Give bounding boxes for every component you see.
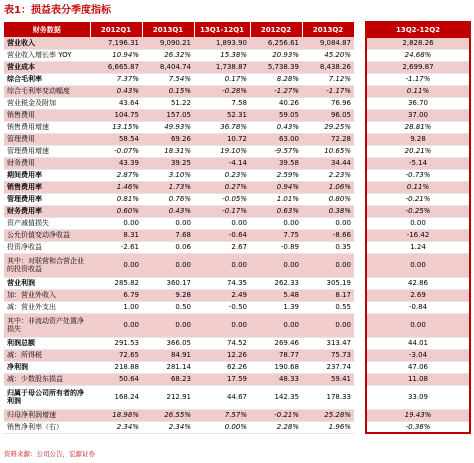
cell-value: 69.26	[142, 133, 194, 145]
cell-value: 68.23	[142, 373, 194, 385]
cell-value: 44.67	[194, 385, 250, 409]
cell-value: 1.96%	[302, 421, 354, 433]
cell-value: 75.73	[302, 349, 354, 361]
table-row	[4, 121, 470, 133]
cell-value: 59.41	[302, 373, 354, 385]
row-label: 其中：对联营和合营企业的投资收益	[4, 253, 90, 277]
row-label: 归属于母公司所有者的净利润	[4, 385, 90, 409]
cell-value: 52.31	[194, 109, 250, 121]
row-label: 销售费用	[4, 109, 90, 121]
cell-value: 0.00	[142, 253, 194, 277]
row-label: 期间费用率	[4, 169, 90, 181]
cell-value: 43.39	[90, 157, 142, 169]
cell-13q2-12q2: 0.00	[366, 253, 470, 277]
cell-13q2-12q2: 0.00	[366, 217, 470, 229]
row-label: 营业收入	[4, 37, 90, 49]
cell-value: -9.57%	[250, 145, 302, 157]
cell-13q2-12q2: 36.70	[366, 97, 470, 109]
cell-value: 7.75	[250, 229, 302, 241]
cell-13q2-12q2: -0.25%	[366, 205, 470, 217]
cell-13q2-12q2: 37.00	[366, 109, 470, 121]
cell-13q2-12q2: 2,828.26	[366, 37, 470, 49]
cell-value: 0.43%	[142, 205, 194, 217]
cell-value: 1.73%	[142, 181, 194, 193]
column-header: 13Q1-12Q1	[194, 22, 250, 37]
cell-value: 84.91	[142, 349, 194, 361]
cell-value: 6.79	[90, 289, 142, 301]
row-label: 销售费用增速	[4, 121, 90, 133]
cell-value: 2.49	[194, 289, 250, 301]
table-row	[4, 205, 470, 217]
cell-value: 2.28%	[250, 421, 302, 433]
cell-value: 1.06%	[302, 181, 354, 193]
cell-value: 18.31%	[142, 145, 194, 157]
cell-value: 9,084.87	[302, 37, 354, 49]
row-label: 减：营业外支出	[4, 301, 90, 313]
cell-value: 262.33	[250, 277, 302, 289]
cell-13q2-12q2: -0.36%	[366, 421, 470, 433]
column-gap	[354, 205, 366, 217]
cell-value: -8.66	[302, 229, 354, 241]
cell-value: -0.50	[194, 301, 250, 313]
column-gap	[354, 277, 366, 289]
cell-value: 62.26	[194, 361, 250, 373]
cell-13q2-12q2: 0.11%	[366, 181, 470, 193]
row-label: 财务费用率	[4, 205, 90, 217]
cell-value: 5,738.39	[250, 61, 302, 73]
row-label: 资产减值损失	[4, 217, 90, 229]
cell-value: 0.55	[302, 301, 354, 313]
column-gap	[354, 73, 366, 85]
cell-value: 51.22	[142, 97, 194, 109]
cell-value: 0.15%	[142, 85, 194, 97]
cell-value: -2.61	[90, 241, 142, 253]
cell-value: 0.23%	[194, 169, 250, 181]
table-row	[4, 73, 470, 85]
table-row	[4, 373, 470, 385]
cell-value: 72.28	[302, 133, 354, 145]
row-label: 综合毛利率	[4, 73, 90, 85]
cell-value: 0.00	[302, 217, 354, 229]
table-row	[4, 85, 470, 97]
cell-value: 8,438.26	[302, 61, 354, 73]
cell-13q2-12q2: 9.28	[366, 133, 470, 145]
column-header: 2012Q2	[250, 22, 302, 37]
cell-value: 0.00	[90, 253, 142, 277]
cell-value: 0.17%	[194, 73, 250, 85]
cell-13q2-12q2: 2,699.87	[366, 61, 470, 73]
table-row	[4, 133, 470, 145]
table-row	[4, 169, 470, 181]
cell-value: -0.28%	[194, 85, 250, 97]
cell-value: 0.00	[90, 313, 142, 337]
table-row	[4, 349, 470, 361]
column-gap	[354, 61, 366, 73]
column-gap	[354, 289, 366, 301]
row-label: 销售费用率	[4, 181, 90, 193]
cell-value: 13.15%	[90, 121, 142, 133]
row-label: 营业收入增长率 YOY	[4, 49, 90, 61]
cell-value: -0.05%	[194, 193, 250, 205]
cell-value: 285.82	[90, 277, 142, 289]
table-row	[4, 181, 470, 193]
cell-value: 8.31	[90, 229, 142, 241]
cell-value: -0.17%	[194, 205, 250, 217]
cell-value: 7.37%	[90, 73, 142, 85]
table-row	[4, 337, 470, 349]
column-gap	[354, 97, 366, 109]
column-gap	[354, 169, 366, 181]
cell-value: 0.00	[302, 313, 354, 337]
cell-value: 0.00	[142, 217, 194, 229]
column-gap	[354, 217, 366, 229]
column-gap	[354, 49, 366, 61]
cell-value: 0.76%	[142, 193, 194, 205]
column-gap	[354, 22, 366, 37]
source-note: 资料来源：公司公告，宏源证券	[4, 450, 95, 458]
column-gap	[354, 37, 366, 49]
cell-13q2-12q2: 19.43%	[366, 409, 470, 421]
table-row	[4, 361, 470, 373]
cell-value: 17.59	[194, 373, 250, 385]
row-label: 营业利润	[4, 277, 90, 289]
cell-13q2-12q2: 44.01	[366, 337, 470, 349]
row-label: 管理费用率	[4, 193, 90, 205]
cell-value: 360.17	[142, 277, 194, 289]
table-row	[4, 229, 470, 241]
cell-13q2-12q2: -3.04	[366, 349, 470, 361]
cell-value: 1.00	[90, 301, 142, 313]
cell-value: 18.98%	[90, 409, 142, 421]
cell-13q2-12q2: -0.84	[366, 301, 470, 313]
column-gap	[354, 145, 366, 157]
table-row	[4, 157, 470, 169]
row-label: 归母净利润增速	[4, 409, 90, 421]
cell-value: 40.26	[250, 97, 302, 109]
table-row	[4, 37, 470, 49]
cell-value: 8.17	[302, 289, 354, 301]
cell-value: 305.19	[302, 277, 354, 289]
row-label: 净利润	[4, 361, 90, 373]
cell-value: 48.33	[250, 373, 302, 385]
table-row	[4, 145, 470, 157]
table-row	[4, 241, 470, 253]
cell-value: 10.65%	[302, 145, 354, 157]
cell-value: 2.67	[194, 241, 250, 253]
cell-value: 104.75	[90, 109, 142, 121]
cell-value: 9.28	[142, 289, 194, 301]
cell-value: -4.14	[194, 157, 250, 169]
column-header: 2013Q2	[302, 22, 354, 37]
cell-value: 1.39	[250, 301, 302, 313]
row-label: 销售净利率（右）	[4, 421, 90, 433]
cell-value: 157.05	[142, 109, 194, 121]
cell-value: 0.43%	[250, 121, 302, 133]
cell-value: 0.94%	[250, 181, 302, 193]
row-label: 管理费用	[4, 133, 90, 145]
cell-13q2-12q2: 33.09	[366, 385, 470, 409]
cell-value: 72.65	[90, 349, 142, 361]
cell-value: 237.74	[302, 361, 354, 373]
cell-value: 291.53	[90, 337, 142, 349]
cell-value: 25.28%	[302, 409, 354, 421]
cell-13q2-12q2: -5.14	[366, 157, 470, 169]
cell-value: 218.88	[90, 361, 142, 373]
table-row	[4, 385, 470, 409]
cell-value: 0.00%	[194, 421, 250, 433]
cell-value: 7,196.31	[90, 37, 142, 49]
cell-value: 39.58	[250, 157, 302, 169]
income-statement-table	[4, 21, 471, 434]
cell-value: 3.10%	[142, 169, 194, 181]
cell-value: 8,404.74	[142, 61, 194, 73]
table-title: 表1：损益表分季度指标	[4, 5, 111, 16]
column-gap	[354, 337, 366, 349]
cell-value: 2.59%	[250, 169, 302, 181]
cell-value: 5.48	[250, 289, 302, 301]
cell-13q2-12q2: -1.17%	[366, 73, 470, 85]
row-label: 加：营业外收入	[4, 289, 90, 301]
table-row	[4, 277, 470, 289]
cell-value: 0.00	[90, 217, 142, 229]
cell-value: 313.47	[302, 337, 354, 349]
cell-value: 10.94%	[90, 49, 142, 61]
column-gap	[354, 193, 366, 205]
cell-value: 45.20%	[302, 49, 354, 61]
cell-value: 0.00	[250, 313, 302, 337]
table-row	[4, 421, 470, 433]
column-gap	[354, 157, 366, 169]
cell-value: 1,893.90	[194, 37, 250, 49]
cell-value: 7.57%	[194, 409, 250, 421]
column-gap	[354, 349, 366, 361]
column-gap	[354, 133, 366, 145]
column-gap	[354, 109, 366, 121]
cell-value: -0.21%	[250, 409, 302, 421]
column-gap	[354, 421, 366, 433]
cell-value: 1,738.87	[194, 61, 250, 73]
cell-value: -0.89	[250, 241, 302, 253]
cell-value: 9,090.21	[142, 37, 194, 49]
cell-value: 19.10%	[194, 145, 250, 157]
cell-value: 190.68	[250, 361, 302, 373]
cell-value: 168.24	[90, 385, 142, 409]
cell-13q2-12q2: -16.42	[366, 229, 470, 241]
cell-13q2-12q2: 24.68%	[366, 49, 470, 61]
cell-value: 0.00	[250, 253, 302, 277]
cell-value: 6,256.61	[250, 37, 302, 49]
cell-value: 96.05	[302, 109, 354, 121]
cell-value: 26.32%	[142, 49, 194, 61]
row-label: 公允价值变动净收益	[4, 229, 90, 241]
table-row	[4, 217, 470, 229]
column-gap	[354, 85, 366, 97]
cell-value: 7.54%	[142, 73, 194, 85]
cell-13q2-12q2: 2.69	[366, 289, 470, 301]
cell-13q2-12q2: 20.21%	[366, 145, 470, 157]
cell-value: 2.23%	[302, 169, 354, 181]
cell-value: 49.93%	[142, 121, 194, 133]
cell-value: 26.55%	[142, 409, 194, 421]
row-label: 其中：非流动资产处置净损失	[4, 313, 90, 337]
cell-13q2-12q2: 47.06	[366, 361, 470, 373]
column-gap	[354, 385, 366, 409]
column-gap	[354, 409, 366, 421]
table-row	[4, 97, 470, 109]
cell-value: 6,665.87	[90, 61, 142, 73]
cell-13q2-12q2: 28.81%	[366, 121, 470, 133]
cell-13q2-12q2: 0.00	[366, 313, 470, 337]
cell-value: 0.06	[142, 241, 194, 253]
cell-value: 0.80%	[302, 193, 354, 205]
cell-value: 0.60%	[90, 205, 142, 217]
cell-value: 2.34%	[142, 421, 194, 433]
cell-value: 1.46%	[90, 181, 142, 193]
cell-value: 0.00	[194, 313, 250, 337]
cell-value: 0.00	[194, 217, 250, 229]
row-label: 减：少数股东损益	[4, 373, 90, 385]
cell-13q2-12q2: 1.24	[366, 241, 470, 253]
row-label: 投资净收益	[4, 241, 90, 253]
column-gap	[354, 121, 366, 133]
cell-value: 39.25	[142, 157, 194, 169]
column-gap	[354, 361, 366, 373]
row-label: 利润总额	[4, 337, 90, 349]
cell-13q2-12q2: 0.11%	[366, 85, 470, 97]
cell-value: 366.05	[142, 337, 194, 349]
column-gap	[354, 373, 366, 385]
cell-value: 15.38%	[194, 49, 250, 61]
cell-value: 78.77	[250, 349, 302, 361]
table-row	[4, 49, 470, 61]
cell-value: 281.14	[142, 361, 194, 373]
column-gap	[354, 181, 366, 193]
cell-value: 76.96	[302, 97, 354, 109]
cell-value: -0.07%	[90, 145, 142, 157]
cell-value: 0.35	[302, 241, 354, 253]
cell-value: 0.43%	[90, 85, 142, 97]
cell-value: 74.52	[194, 337, 250, 349]
cell-value: 43.64	[90, 97, 142, 109]
cell-value: 142.35	[250, 385, 302, 409]
cell-value: 7.12%	[302, 73, 354, 85]
cell-value: 212.91	[142, 385, 194, 409]
cell-value: 74.35	[194, 277, 250, 289]
cell-value: 0.00	[250, 217, 302, 229]
cell-value: 0.38%	[302, 205, 354, 217]
row-label: 管理费用增速	[4, 145, 90, 157]
cell-value: 178.33	[302, 385, 354, 409]
table-header-row	[4, 22, 470, 37]
table-row	[4, 409, 470, 421]
table-row	[4, 61, 470, 73]
cell-value: -0.64	[194, 229, 250, 241]
cell-value: -1.17%	[302, 85, 354, 97]
table-row	[4, 289, 470, 301]
column-header-highlight: 13Q2-12Q2	[366, 22, 470, 37]
cell-value: 0.50	[142, 301, 194, 313]
row-label: 营业成本	[4, 61, 90, 73]
column-gap	[354, 241, 366, 253]
row-label: 减：所得税	[4, 349, 90, 361]
column-gap	[354, 313, 366, 337]
cell-value: 20.93%	[250, 49, 302, 61]
cell-value: 0.63%	[250, 205, 302, 217]
cell-13q2-12q2: -0.21%	[366, 193, 470, 205]
cell-value: 7.58	[194, 97, 250, 109]
cell-value: 2.87%	[90, 169, 142, 181]
cell-value: 58.54	[90, 133, 142, 145]
cell-value: 29.25%	[302, 121, 354, 133]
cell-value: 59.05	[250, 109, 302, 121]
column-gap	[354, 253, 366, 277]
cell-value: 12.26	[194, 349, 250, 361]
column-header: 2012Q1	[90, 22, 142, 37]
column-header: 2013Q1	[142, 22, 194, 37]
cell-13q2-12q2: 42.86	[366, 277, 470, 289]
table-row	[4, 253, 470, 277]
cell-value: 0.27%	[194, 181, 250, 193]
table-row	[4, 301, 470, 313]
cell-value: 0.00	[194, 253, 250, 277]
cell-value: 269.46	[250, 337, 302, 349]
cell-13q2-12q2: 11.08	[366, 373, 470, 385]
cell-value: -1.27%	[250, 85, 302, 97]
table-row	[4, 109, 470, 121]
table-row	[4, 313, 470, 337]
table-row	[4, 193, 470, 205]
cell-value: 2.34%	[90, 421, 142, 433]
cell-value: 0.81%	[90, 193, 142, 205]
cell-value: 1.01%	[250, 193, 302, 205]
row-label: 财务费用	[4, 157, 90, 169]
cell-value: 0.00	[302, 253, 354, 277]
cell-value: 34.44	[302, 157, 354, 169]
row-label: 营业税金及附加	[4, 97, 90, 109]
cell-value: 50.64	[90, 373, 142, 385]
cell-13q2-12q2: -0.73%	[366, 169, 470, 181]
cell-value: 36.78%	[194, 121, 250, 133]
column-gap	[354, 301, 366, 313]
cell-value: 8.28%	[250, 73, 302, 85]
cell-value: 7.68	[142, 229, 194, 241]
row-label: 综合毛利率变动幅度	[4, 85, 90, 97]
column-gap	[354, 229, 366, 241]
cell-value: 0.00	[142, 313, 194, 337]
column-header: 财务数据	[4, 22, 90, 37]
cell-value: 10.72	[194, 133, 250, 145]
cell-value: 63.00	[250, 133, 302, 145]
